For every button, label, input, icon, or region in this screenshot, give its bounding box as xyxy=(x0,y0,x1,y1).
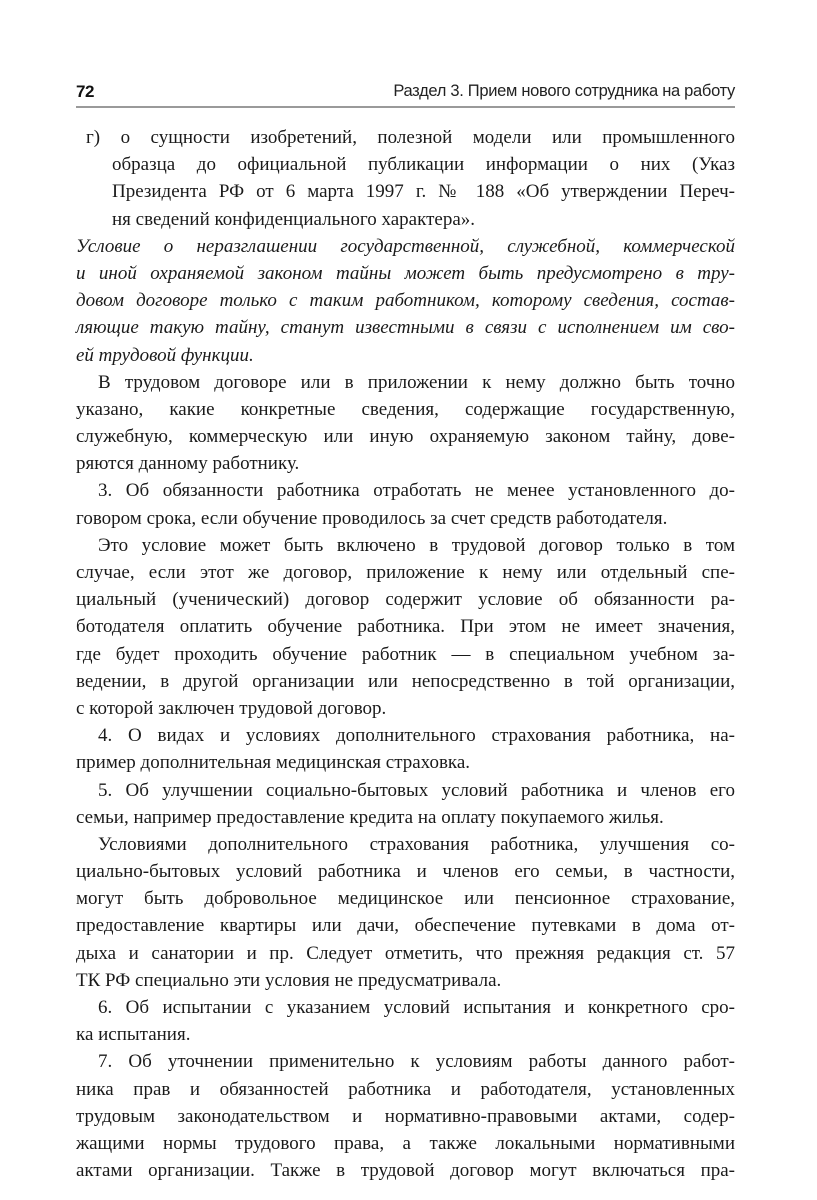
text-line: и иной охраняемой законом тайны может быть предусмотрено в тру- xyxy=(76,262,735,284)
text-line: служебную, коммерческую или иную охраняемую законом тайну, дове- xyxy=(76,426,735,448)
paragraph xyxy=(76,532,735,722)
paragraph xyxy=(76,477,735,531)
paragraph xyxy=(76,1048,735,1184)
text-line: трудовым законодательством и нормативно-правовыми актами, содер- xyxy=(76,1105,735,1127)
text-line: жащими нормы трудового права, а также локальными нормативными xyxy=(76,1132,735,1154)
paragraph xyxy=(76,777,735,831)
text-line: ботодателя оплатить обучение работника. При этом не имеет значения, xyxy=(76,616,735,638)
text-line: ня сведений конфиденциального характера». xyxy=(112,208,476,230)
text-line: Президента РФ от 6 марта 1997 г. № 188 «Об утверждении Переч- xyxy=(112,181,735,203)
text-line: Условие о неразглашении государственной, служебной, коммерческой xyxy=(76,235,735,257)
text-line: семьи, например предоставление кредита на оплату покупаемого жилья. xyxy=(76,806,664,828)
text-line: дыха и санатории и пр. Следует отметить, что прежняя редакция ст. 57 xyxy=(76,942,735,964)
text-line: Это условие может быть включено в трудовой договор только в том xyxy=(98,534,735,556)
text-line: циально-бытовых условий работника и членов его семьи, в частности, xyxy=(76,861,735,883)
text-line: 4. О видах и условиях дополнительного страхования работника, на- xyxy=(98,725,735,747)
text-line: с которой заключен трудовой договор. xyxy=(76,697,387,719)
text-line: могут быть добровольное медицинское или пенсионное страхование, xyxy=(76,888,735,910)
paragraph xyxy=(76,369,735,478)
section-title: Раздел 3. Прием нового сотрудника на работу xyxy=(393,82,735,100)
text-line: В трудовом договоре или в приложении к нему должно быть точно xyxy=(98,371,735,393)
text-line: ведении, в другой организации или непосредственно в той организации, xyxy=(76,670,735,692)
text-line: довом договоре только с таким работником, которому сведения, состав- xyxy=(76,290,735,312)
text-line: ника прав и обязанностей работника и работодателя, установленных xyxy=(76,1078,735,1100)
text-line: актами организации. Также в трудовой договор могут включаться пра- xyxy=(76,1160,735,1182)
text-line: случае, если этот же договор, приложение к нему или отдельный спе- xyxy=(76,562,735,583)
running-header xyxy=(76,80,735,108)
paragraph xyxy=(76,831,735,994)
text-line: ляющие такую тайну, станут известными в связи с исполнением им сво- xyxy=(76,317,735,339)
text-line: образца до официальной публикации информации о них (Указ xyxy=(112,154,735,176)
paragraph xyxy=(76,722,735,776)
text-line: циальный (ученический) договор содержит условие об обязанности ра- xyxy=(76,589,735,611)
text-line: где будет проходить обучение работник — в специальном учебном за- xyxy=(76,643,735,665)
list-item xyxy=(76,124,735,233)
page-number: 72 xyxy=(76,82,94,101)
text-line: ей трудовой функции. xyxy=(76,344,254,366)
text-line: Условиями дополнительного страхования работника, улучшения со- xyxy=(98,833,735,855)
text-line: предоставление квартиры или дачи, обеспечение путевками в дома от- xyxy=(76,915,735,937)
text-line: ТК РФ специально эти условия не предусматривала. xyxy=(76,969,502,991)
text-line: ка испытания. xyxy=(76,1024,191,1046)
text-line: 5. Об улучшении социально-бытовых условий работника и членов его xyxy=(98,779,735,801)
page-body xyxy=(76,124,735,1184)
text-line: пример дополнительная медицинская страховка. xyxy=(76,752,471,774)
text-line: г) о сущности изобретений, полезной модели или промышленного xyxy=(86,127,735,148)
text-line: 3. Об обязанности работника отработать не менее установленного до- xyxy=(98,480,735,502)
italic-paragraph xyxy=(76,233,735,369)
text-line: говором срока, если обучение проводилось за счет средств работодателя. xyxy=(76,507,668,529)
text-line: ряются данному работнику. xyxy=(76,453,300,475)
paragraph xyxy=(76,994,735,1048)
text-line: указано, какие конкретные сведения, содержащие государственную, xyxy=(76,398,735,420)
text-line: 7. Об уточнении применительно к условиям работы данного работ- xyxy=(98,1051,735,1073)
text-line: 6. Об испытании с указанием условий испытания и конкретного сро- xyxy=(98,997,735,1018)
